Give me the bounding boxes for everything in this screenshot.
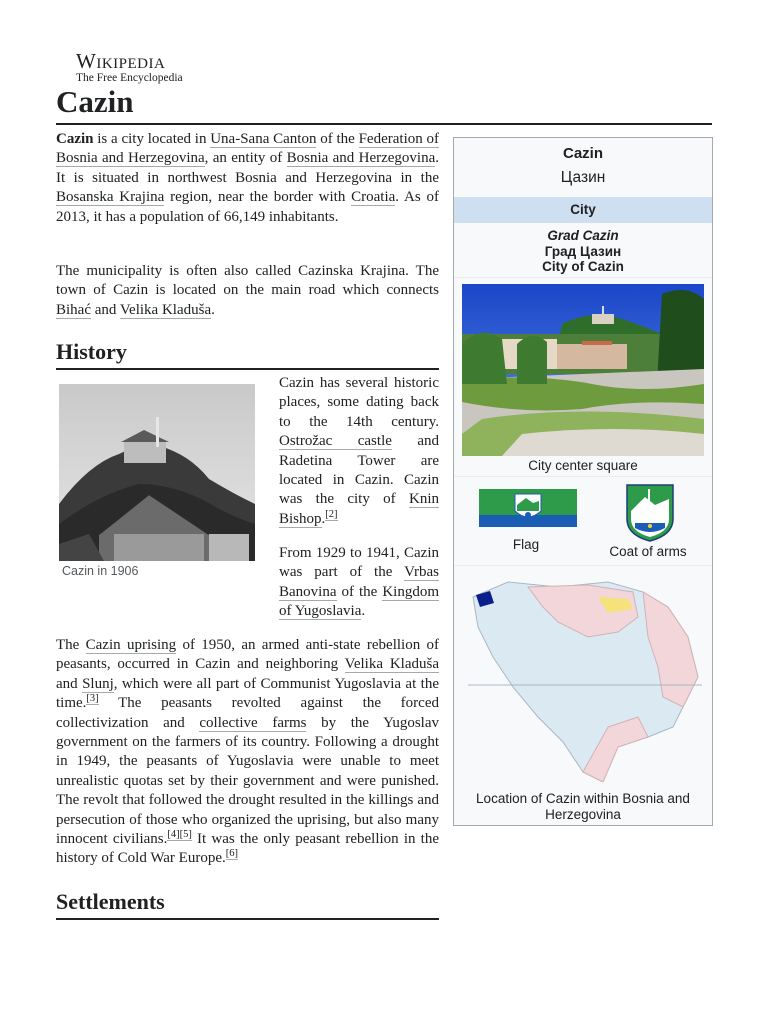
text: and Radetina Tower are located in Cazin. Cazin was the city of [279,433,439,508]
coa-caption: Coat of arms [609,544,687,559]
text: , an entity of [204,150,287,167]
logo-tagline: The Free Encyclopedia [76,72,183,84]
text: The municipality is often also called Cazinska Krajina. The town of Cazin is located on the main road which connects [56,263,439,299]
history-figure [56,381,259,584]
text: The peasants revolted against the forced collectivization and [56,695,439,731]
text: . As of 2013, it has a population of 66,149 inhabitants. [56,189,439,225]
link-knin-bishop[interactable]: Knin Bishop [279,491,439,527]
infobox-divider [454,476,712,477]
link-velika-kladusa-2[interactable]: Velika Kladuša [344,656,439,673]
municipality-paragraph [56,262,439,320]
infobox-type-band: City [454,197,712,223]
text: . [361,603,366,620]
text: of the [316,131,359,147]
infobox-cyrillic-name: Цазин [560,169,606,186]
cazin-1906-photo[interactable] [59,384,255,561]
text: and [56,675,83,692]
infobox-local-name-cyrillic: Град Цазин [544,243,622,259]
infobox-title: Cazin [562,145,603,162]
text: , which were all part of Communist Yugoslavia at the time. [56,675,439,712]
text: Cazin has several historic places, some dating back to the 14th century. [279,375,439,430]
text: is a city located in [93,131,211,147]
link-bihac[interactable]: Bihać [56,301,91,318]
flag-caption: Flag [512,537,540,552]
link-vrbas-banovina[interactable]: Vrbas Banovina [279,564,439,600]
text: region, near the border with [164,189,352,206]
link-croatia[interactable]: Croatia [351,189,396,206]
reference-3[interactable]: [3] [86,693,99,705]
text: The [56,637,86,653]
link-kingdom-yugoslavia[interactable]: Kingdom of Yugoslavia [279,583,439,620]
history-figure-caption: Cazin in 1906 [62,564,139,578]
wikipedia-logo[interactable] [76,50,196,85]
reference-5[interactable]: [5] [179,829,192,841]
text: of 1950, an armed anti-state rebellion of peasants, occurred in Cazin and neighboring [56,637,440,673]
infobox-english-name: City of Cazin [542,259,624,274]
text: . [321,510,326,527]
intro-subject: Cazin [56,131,94,147]
coat-of-arms[interactable] [625,483,675,543]
location-map[interactable] [468,577,702,782]
link-una-sana-canton[interactable]: Una-Sana Canton [210,131,317,147]
link-federation[interactable]: Federation of Bosnia and Herzegovina [56,131,439,167]
infobox-local-name: Grad Cazin [547,228,619,243]
reference-2[interactable]: [2] [325,508,338,520]
infobox [453,137,713,826]
history-paragraph-1 [279,374,439,529]
text: and [91,301,120,318]
intro-paragraph [56,130,439,227]
infobox-divider [454,565,712,566]
link-velika-kladusa[interactable]: Velika Kladuša [119,301,212,318]
link-ostrozac-castle[interactable]: Ostrožac castle [279,433,392,450]
map-caption: Location of Cazin within Bosnia and Herzegovina [476,791,690,822]
text: . It is situated in northwest Bosnia and Herzegovina in the [56,150,440,186]
text: by the Yugoslav government on the farmers of its country. Following a drought in 1949, the peasants of Yugoslavia were unable to meet unrealistic quotas set by their government and were punished. The revolt that followed the drought resulted in the killings and persecution of those who organized the uprising, but also many innocent civilians. [56,714,439,848]
city-center-photo[interactable] [462,284,704,456]
text: . [211,301,215,318]
page-title: Cazin [56,82,712,125]
reference-6[interactable]: [6] [225,848,238,860]
settlements-heading: Settlements [56,888,439,920]
history-paragraph-3 [56,636,439,869]
link-bosanska-krajina[interactable]: Bosanska Krajina [56,189,165,206]
link-slunj[interactable]: Slunj [82,675,114,692]
infobox-divider [454,277,712,278]
link-bosnia-herzegovina[interactable]: Bosnia and Herzegovina [286,150,436,167]
reference-4[interactable]: [4] [167,829,180,841]
history-heading: History [56,338,439,370]
photo-caption: City center square [528,458,638,473]
text: It was the only peasant rebellion in the history of Cold War Europe. [56,831,439,867]
infobox-official-names [454,228,712,275]
history-paragraph-2 [279,544,439,622]
link-cazin-uprising[interactable]: Cazin uprising [85,637,177,653]
text: of the [336,583,383,600]
text: From 1929 to 1941, Cazin was part of the [279,545,439,581]
logo-wordmark: Wikipedia [76,49,166,73]
cazin-flag[interactable] [479,489,577,527]
link-collective-farms[interactable]: collective farms [199,714,307,731]
